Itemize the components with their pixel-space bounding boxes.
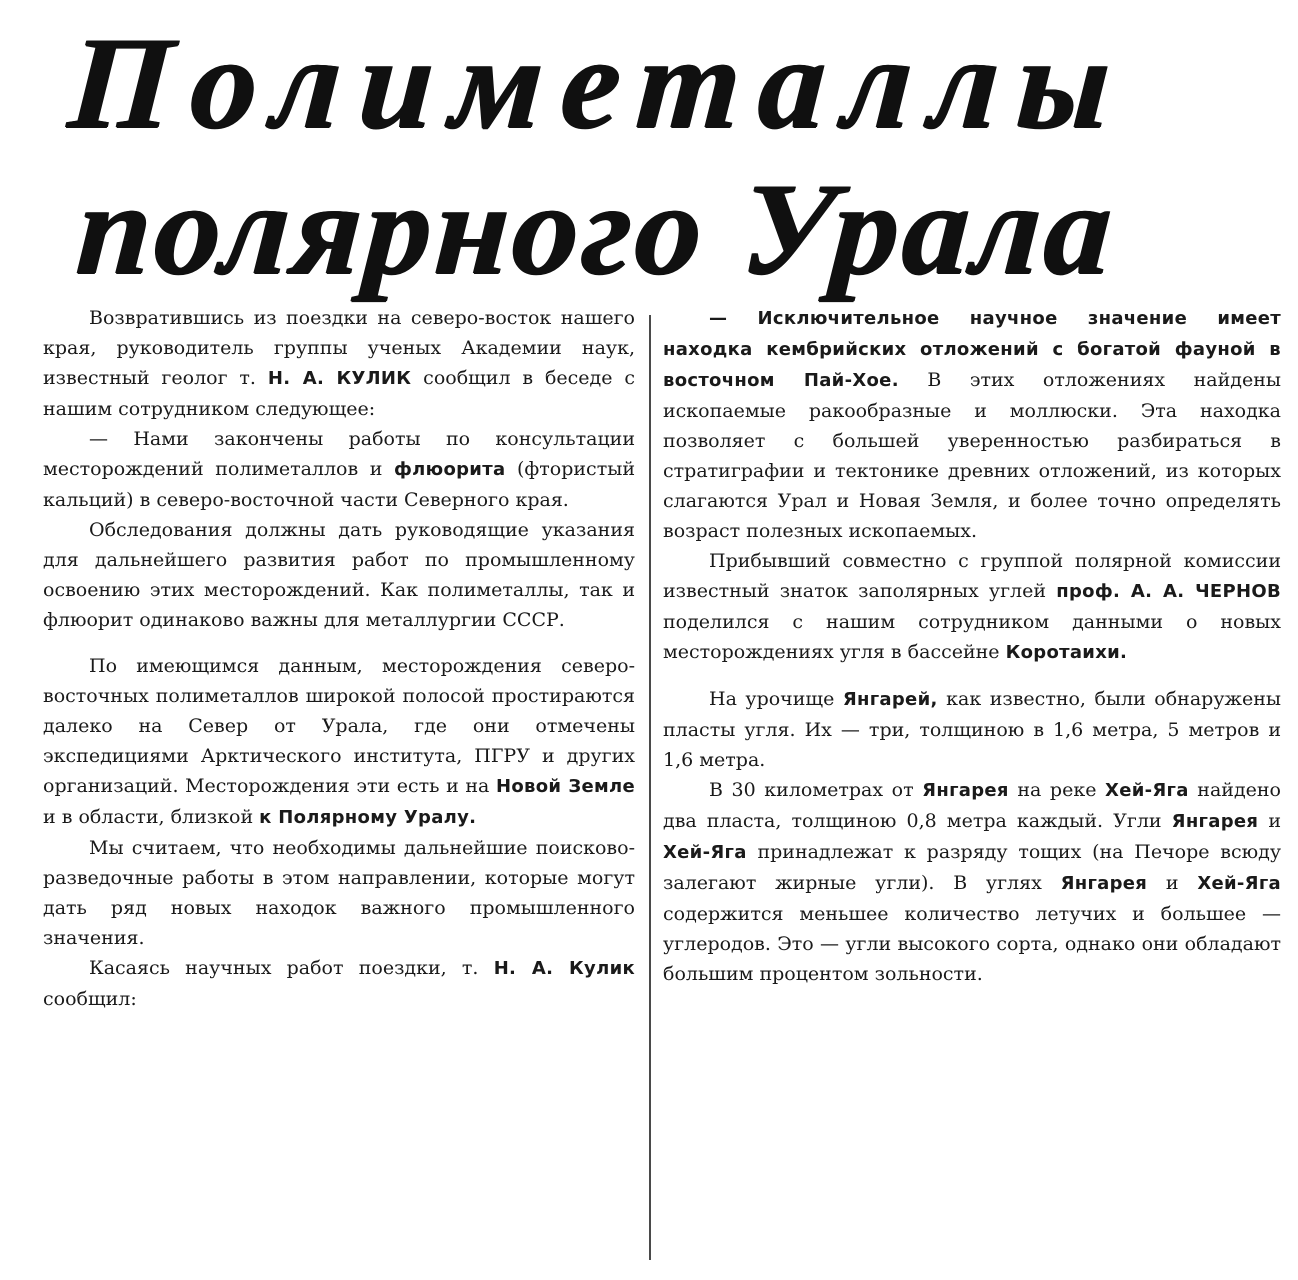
bold-term: Коротаихи.: [1005, 642, 1128, 663]
bold-term: Хей-Яга: [663, 842, 747, 863]
paragraph: [663, 546, 1281, 668]
paragraph-text: (фтористый кальций) в северо-восточной части Северного края.: [43, 458, 635, 511]
bold-term: флюорита: [394, 459, 506, 480]
left-column: [43, 303, 635, 1261]
paragraph-text: и: [1147, 872, 1198, 894]
paragraph-text: Прибывший совместно с группой полярной комиссии известный знаток заполярных углей: [663, 550, 1281, 602]
headline-line-1: Полиметаллы: [64, 9, 1134, 156]
paragraph-text: на реке: [1008, 779, 1106, 801]
paragraph: [663, 775, 1281, 989]
paragraph-text: Возвратившись из поездки на северо-восток нашего края, руководитель группы ученых Академии наук, известный геолог т.: [43, 307, 635, 389]
paragraph-text: содержится меньшее количество летучих и большее — углеродов. Это — угли высокого сорта, однако они обладают большим процентом зольности.: [663, 903, 1281, 985]
column-divider: [649, 315, 651, 1260]
paragraph: [663, 684, 1281, 775]
person-name: Н. А. КУЛИК: [267, 368, 412, 389]
person-name: проф. А. А. ЧЕРНОВ: [1056, 581, 1281, 602]
bold-term: Новой Земле: [495, 776, 636, 797]
paragraph-text: найдено два пласта, толщиною 0,8 метра каждый. Угли: [663, 779, 1281, 832]
bold-lead: — Исключительное научное значение имеет находка кембрийских отложений с богатой фауной в восточном Пай-Хое.: [663, 308, 1281, 391]
paragraph-text: и: [1258, 810, 1281, 832]
paragraph-text: — Нами закончены работы по консультации месторождений полиметаллов и: [43, 428, 635, 480]
paragraph-text: принадлежат к разряду тощих (на Печоре всюду залегают жирные угли). В углях: [663, 841, 1281, 894]
person-name: Н. А. Кулик: [493, 958, 635, 979]
paragraph-text: На урочище: [709, 688, 843, 710]
bold-term: Хей-Яга: [1197, 873, 1281, 894]
paragraph: Обследования должны дать руководящие указания для дальнейшего развития работ по промышленному освоению этих месторождений. Как полиметаллы, так и флюорит одинаково важны для металлургии СССР.: [43, 519, 635, 631]
paragraph-text: По имеющимся данным, месторождения северо-восточных полиметаллов широкой полосой простираются далеко на Север от Урала, где они отмечены экспедициями Арктического института, ПГРУ и других организаций. Месторождения эти есть и на: [43, 655, 635, 797]
bold-term: Янгарей,: [842, 689, 938, 710]
paragraph-text: поделился с нашим сотрудником данными о новых месторождениях угля в бассейне: [663, 611, 1281, 663]
paragraph: [43, 953, 635, 1014]
bold-term: Янгарея: [1171, 811, 1259, 832]
paragraph-text: и в области, близкой: [43, 806, 260, 828]
paragraph-text: сообщил:: [43, 988, 137, 1010]
paragraph: [43, 303, 635, 424]
bold-term: Янгарея: [922, 780, 1009, 801]
paragraph: [663, 303, 1281, 546]
bold-term: Хей-Яга: [1105, 780, 1189, 801]
headline: [0, 8, 1298, 302]
paragraph-text: В этих отложениях найдены ископаемые ракообразные и моллюски. Эта находка позволяет с большей уверенностью разбираться в стратиграфии и тектонике древних отложений, из которых слагаются Урал и Новая Земля, и более точно определять возраст полезных ископаемых.: [663, 369, 1281, 542]
paragraph-text: В 30 километрах от: [709, 779, 923, 801]
paragraph-text: Касаясь научных работ поездки, т.: [89, 957, 494, 979]
paragraph: [43, 424, 635, 515]
bold-term: к Полярному Уралу.: [259, 807, 477, 828]
paragraph-text: сообщил в беседе с нашим сотрудником следующее:: [43, 367, 635, 420]
paragraph-text: как известно, были обнаружены пласты угля. Их — три, толщиною в 1,6 метра, 5 метров и 1,6 метра.: [663, 688, 1282, 771]
headline-line-2: полярного Урала: [72, 155, 1121, 302]
paragraph: Мы считаем, что необходимы дальнейшие поисково-разведочные работы в этом направлении, которые могут дать ряд новых находок важного промышленного значения.: [43, 837, 635, 949]
right-column: [663, 303, 1281, 1261]
bold-term: Янгарея: [1060, 873, 1148, 894]
paragraph: [43, 651, 635, 833]
